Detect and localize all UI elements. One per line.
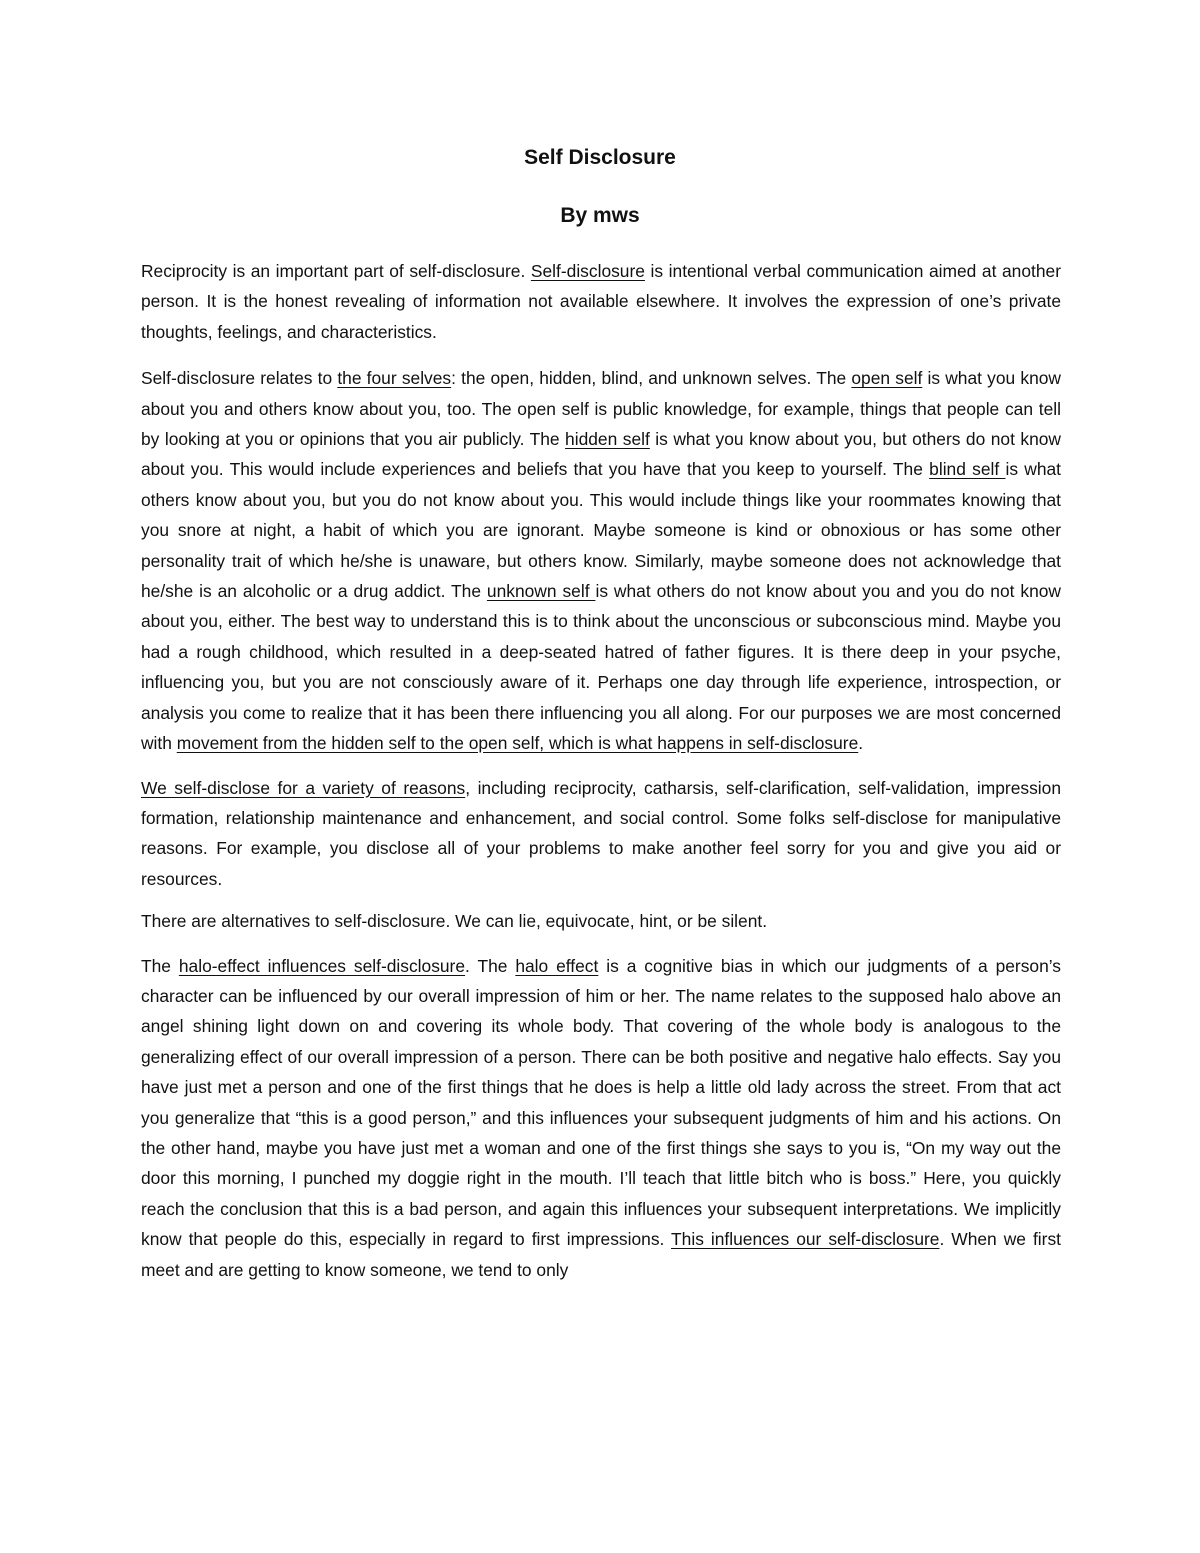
text-run: . <box>858 733 864 754</box>
underlined-phrase-halo-influences: halo-effect influences self-disclosure <box>178 955 466 976</box>
author-byline: By mws <box>560 204 640 227</box>
page-title: Self Disclosure <box>524 146 676 169</box>
text-run: is what you know about you and others know about you, too. The open self is public knowledge, for example, things that people can tell by looking at you or opinions that you air publicly. The <box>141 368 1061 450</box>
paragraph-reciprocity <box>141 256 1061 347</box>
text-run: , including reciprocity, catharsis, self-clarification, self-validation, impression formation, relationship maintenance and enhancement, and social control. Some folks self-disclose for manipulative reasons. For example, you disclose all of your problems to make another feel sorry for you and give you aid or resources. <box>141 777 1061 889</box>
underlined-term-unknown-self: unknown self <box>486 581 596 602</box>
paragraph-alternatives <box>141 906 1061 936</box>
text-run: Self-disclosure relates to <box>141 368 338 389</box>
text-run: There are alternatives to self-disclosure. We can lie, equivocate, hint, or be silent. <box>141 911 768 932</box>
text-run: The <box>141 955 179 976</box>
underlined-term-hidden-self: hidden self <box>565 429 650 450</box>
text-run: . When we first meet and are getting to know someone, we tend to only <box>141 1229 1061 1280</box>
paragraph-reasons <box>141 773 1061 895</box>
text-run: is intentional verbal communication aimed at another person. It is the honest revealing of information not available elsewhere. It involves the expression of one’s private thoughts, feelings, and characteristics. <box>141 261 1061 342</box>
text-run: is what others do not know about you and you do not know about you, either. The best way to understand this is to think about the unconscious or subconscious mind. Maybe you had a rough childhood, which resulted in a deep-seated hatred of father figures. It is there deep in your psyche, influencing you, but you are not consciously aware of it. Perhaps one day through life experience, introspection, or analysis you come to realize that it has been there influencing you all along. For our purposes we are most concerned with <box>141 581 1061 754</box>
underlined-phrase-influences-self-disclosure: This influences our self-disclosure <box>671 1229 940 1250</box>
underlined-phrase-hidden-to-open: movement from the hidden self to the open self, which is what happens in self-disclosure <box>176 733 859 754</box>
underlined-term-halo-effect: halo effect <box>515 955 599 976</box>
text-run: is what you know about you, but others do not know about you. This would include experiences and beliefs that you have that you keep to yourself. The <box>141 429 1061 480</box>
text-run: : the open, hidden, blind, and unknown selves. The <box>451 368 852 389</box>
document-body <box>141 256 1061 1301</box>
underlined-term-self-disclosure: Self-disclosure <box>530 261 645 281</box>
text-run: is what others know about you, but you do not know about you. This would include things like your roommates knowing that you snore at night, a habit of which you are ignorant. Maybe someone is kind or obnoxious or has some other personality trait of which he/she is unaware, but others know. Similarly, maybe someone does not acknowledge that he/she is an alcoholic or a drug addict. The <box>141 459 1062 602</box>
underlined-term-open-self: open self <box>851 368 923 389</box>
text-run: is a cognitive bias in which our judgments of a person’s character can be influenced by our overall impression of him or her. The name relates to the supposed halo above an angel shining light down on and covering its whole body. That covering of the whole body is analogous to the generalizing effect of our overall impression of a person. There can be both positive and negative halo effects. Say you have just met a person and one of the first things that he does is help a little old lady across the street. From that act you generalize that “this is a good person,” and this influences your subsequent judgments of him and his actions. On the other hand, maybe you have just met a woman and one of the first things she says to you is, “On my way out the door this morning, I punched my doggie right in the mouth. I’ll teach that little bitch who is boss.” Here, you quickly reach the conclusion that this is a bad person, and again this influences your subsequent interpretations. We implicitly know that people do this, especially in regard to first impressions. <box>141 955 1061 1250</box>
underlined-term-four-selves: the four selves <box>337 368 452 389</box>
underlined-phrase-reasons: We self-disclose for a variety of reasons <box>141 777 466 798</box>
text-run: Reciprocity is an important part of self-disclosure. <box>141 261 531 281</box>
underlined-term-blind-self: blind self <box>929 459 1006 480</box>
text-run: . The <box>465 955 516 976</box>
paragraph-halo-effect <box>141 951 1061 1285</box>
paragraph-four-selves <box>141 363 1061 758</box>
